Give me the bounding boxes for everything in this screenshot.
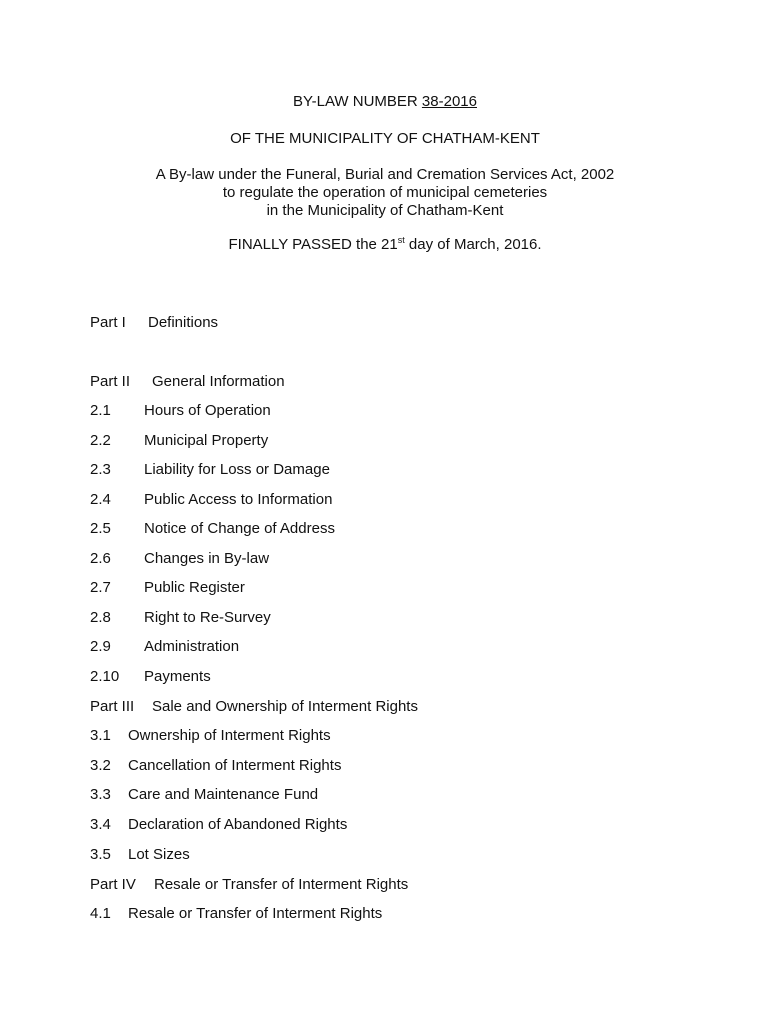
finally-passed-line — [0, 236, 770, 254]
item-title: Cancellation of Interment Rights — [128, 757, 342, 774]
part-title: General Information — [152, 373, 285, 390]
item-title: Lot Sizes — [128, 846, 190, 863]
part-title: Resale or Transfer of Interment Rights — [154, 876, 409, 893]
item-number: 2.10 — [90, 668, 120, 685]
item-title: Resale or Transfer of Interment Rights — [128, 905, 383, 922]
item-number: 4.1 — [90, 905, 111, 922]
item-title: Declaration of Abandoned Rights — [128, 816, 348, 833]
item-title: Ownership of Interment Rights — [128, 727, 331, 744]
item-title: Liability for Loss or Damage — [144, 461, 330, 478]
item-number: 2.9 — [90, 638, 111, 655]
item-number: 3.2 — [90, 757, 111, 774]
passed-suffix: day of March, 2016. — [404, 236, 542, 253]
bylaw-number-value: 38-2016 — [421, 93, 477, 110]
item-number: 2.7 — [90, 579, 111, 596]
item-number: 3.5 — [90, 846, 111, 863]
item-title: Changes in By-law — [144, 550, 270, 567]
item-title: Municipal Property — [144, 432, 269, 449]
bylaw-number-prefix: BY-LAW NUMBER — [293, 93, 422, 110]
passed-prefix: FINALLY PASSED the 21 — [228, 236, 398, 253]
item-number: 2.2 — [90, 432, 111, 449]
item-title: Notice of Change of Address — [144, 520, 335, 537]
item-number: 2.4 — [90, 491, 111, 508]
part-title: Sale and Ownership of Interment Rights — [152, 698, 418, 715]
part-title: Definitions — [148, 314, 219, 331]
item-title: Payments — [144, 668, 211, 685]
bylaw-number-heading — [0, 93, 770, 111]
part-label: Part IV — [90, 876, 136, 893]
item-title: Public Access to Information — [144, 491, 333, 508]
item-title: Right to Re-Survey — [144, 609, 271, 626]
item-title: Hours of Operation — [144, 402, 271, 419]
purpose-line-1: A By-law under the Funeral, Burial and Cremation Services Act, 2002 — [155, 166, 615, 183]
item-number: 2.8 — [90, 609, 111, 626]
item-number: 3.3 — [90, 786, 111, 803]
municipality-heading: OF THE MUNICIPALITY OF CHATHAM-KENT — [230, 130, 540, 147]
item-title: Care and Maintenance Fund — [128, 786, 319, 803]
item-number: 3.4 — [90, 816, 111, 833]
purpose-line-3: in the Municipality of Chatham-Kent — [266, 202, 504, 219]
item-number: 2.1 — [90, 402, 111, 419]
part-label: Part II — [90, 373, 131, 390]
item-number: 2.3 — [90, 461, 111, 478]
part-label: Part I — [90, 314, 126, 331]
part-label: Part III — [90, 698, 135, 715]
purpose-line-2: to regulate the operation of municipal cemeteries — [222, 184, 548, 201]
item-title: Administration — [144, 638, 240, 655]
item-number: 2.5 — [90, 520, 111, 537]
item-number: 2.6 — [90, 550, 111, 567]
item-title: Public Register — [144, 579, 245, 596]
item-number: 3.1 — [90, 727, 111, 744]
passed-ordinal-suffix: st — [397, 235, 405, 245]
